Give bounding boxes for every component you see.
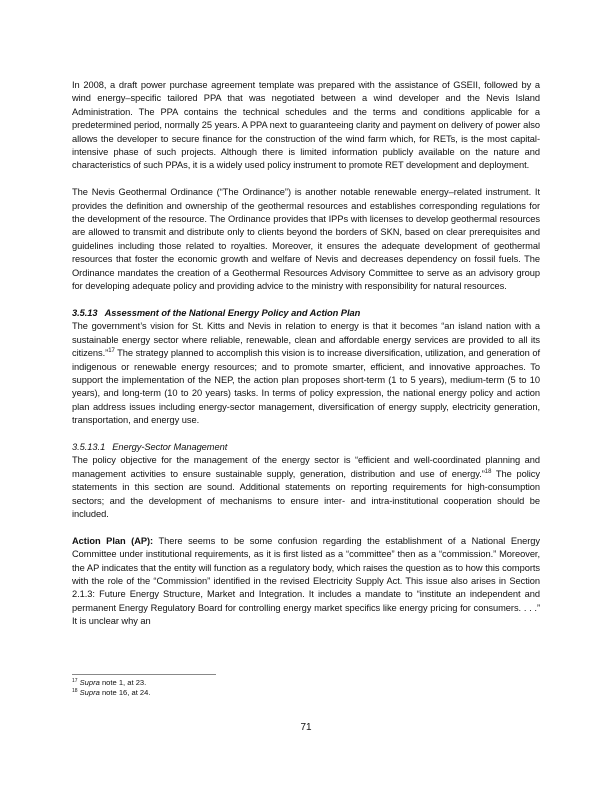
footnote-separator xyxy=(72,674,216,675)
footnotes xyxy=(72,678,151,697)
subsection-title: Energy-Sector Management xyxy=(112,441,228,452)
page-body xyxy=(72,79,540,629)
section-number: 3.5.13 xyxy=(72,307,98,318)
page-number: 71 xyxy=(300,722,312,733)
footnote-18: $^{18}$ Supra note 16, at 24. xyxy=(72,687,151,697)
section-heading-3-5-13-1 xyxy=(72,441,540,454)
subsection-number: 3.5.13.1 xyxy=(72,441,106,452)
footnote-ref-17[interactable]: 17 xyxy=(108,348,115,355)
action-plan-lead: Action Plan (AP): xyxy=(72,535,154,546)
footnote-ref-18[interactable]: 18 xyxy=(484,468,492,475)
paragraph-action-plan: Action Plan (AP): There seems to be some confusion regarding the establishment of a National Energy Committee under institutional requirements, as it is first listed as a “committee” then as a “commission.” Moreover, the AP indicates that the entity will function as a regulatory body, which raises the question as to how this comports with the role of the “Commission” identified in the revised Electricity Supply Act. This issue also arises in Section 2.1.3: Future Energy Structure, Market and Integration. It includes a mandate to “institute an independent and permanent Energy Regulatory Board for controlling energy market specifics like energy pricing for consumers. . . .” It is unclear why an xyxy=(72,535,540,627)
paragraph-ppa: In 2008, a draft power purchase agreement template was prepared with the assistance of GSEII, followed by a wind energy–specific tailored PPA that was negotiated between a wind developer and the Nevis Island Administration. The PPA contains the technical schedules and the terms and conditions applicable for a predetermined period, normally 25 years. A PPA next to guaranteeing clarity and payment on delivery of power also allows the developer to secure finance for the construction of the wind farm which, for RETs, is the most capital-intensive phase of such projects. Although there is limited information publicly available on the nature and characteristics of such PPAs, it is a widely used policy instrument to promote RET development and deployment. xyxy=(72,80,540,171)
paragraph-geothermal-ordinance: The Nevis Geothermal Ordinance (“The Ordinance”) is another notable renewable energy–related instrument. It provides the definition and ownership of the geothermal resources and establishes corresponding regulations for the development of the resource. The Ordinance provides that IPPs with licenses to develop geothermal resources are allowed to transmit and distribute only to clients beyond the borders of SKN, based on clear prerequisites and guidelines including those related to royalties. Moreover, it ensures the adequate development of geothermal resources that foster the economic growth and welfare of Nevis and decreases dependency on fossil fuels. The Ordinance mandates the creation of a Geothermal Resources Advisory Committee to serve as an advisory group for developing adequate policy and providing advice to the ministry with responsibility for natural resources. xyxy=(72,187,540,292)
section-title: Assessment of the National Energy Policy and Action Plan xyxy=(104,307,361,318)
paragraph-vision: The government’s vision for St. Kitts and Nevis in relation to energy is that it becomes “an island nation with a sustainable energy sector where reliable, renewable, clean and affordable energy services are provided to all its citizens.”$^{17}$ The strategy planned to accomplish this vision is to increase diversification, utilization, and generation of indigenous or renewable energy resources; and to promote smarter, efficient, and innovative approaches. To support the implementation of the NEP, the action plan proposes short-term (1 to 5 years), medium-term (5 to 10 years), and long-term (10 to 20 years) tasks. In terms of policy expression, the national energy policy and action plan address issues including energy-sector management, diversification of energy supply, electricity generation, transportation, and energy use. xyxy=(72,321,540,426)
paragraph-energy-sector-management: The policy objective for the management of the energy sector is “efficient and well-coordinated planning and management activities to ensure sustainable supply, generation, distribution and use of energy.”$^{18}$ The policy statements in this section are sound. Additional statements on reporting requirements for high-consumption sectors; and the development of mechanisms to ensure inter- and intra-institutional cooperation should be included. xyxy=(72,455,540,519)
section-heading-3-5-13 xyxy=(72,307,540,320)
footnote-17: $^{17}$ Supra note 1, at 23. xyxy=(72,678,147,687)
